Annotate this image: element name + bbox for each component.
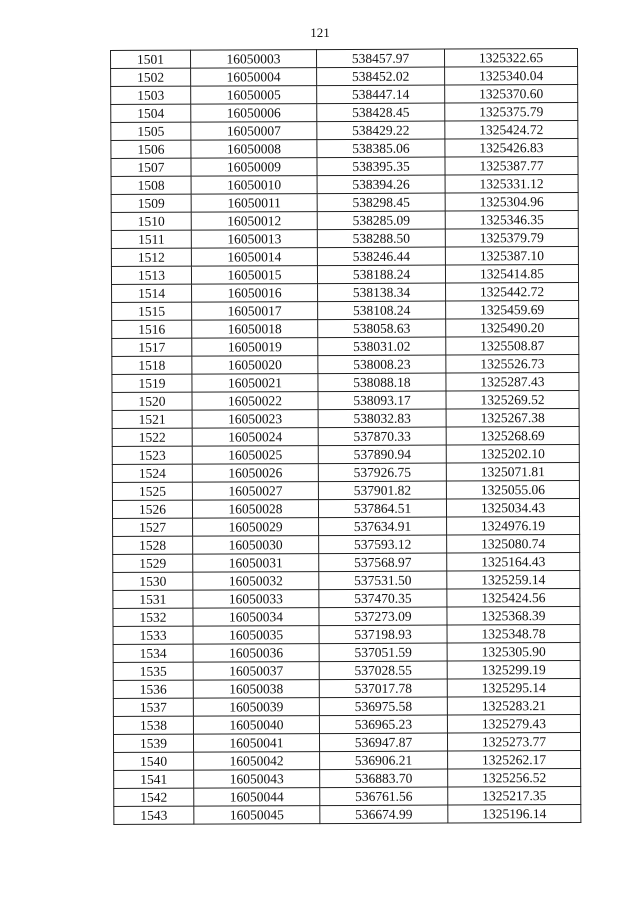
x-coordinate-cell: 537568.97 [319,553,447,572]
code-cell: 16050030 [193,536,319,555]
row-number-cell: 1504 [111,104,191,122]
y-coordinate-cell: 1325202.10 [446,444,579,463]
row-number-cell: 1503 [111,86,191,104]
row-number-cell: 1520 [112,392,192,410]
row-number-cell: 1508 [111,176,191,194]
x-coordinate-cell: 538108.24 [318,301,446,320]
row-number-cell: 1512 [111,248,191,266]
table-row [113,516,580,536]
y-coordinate-cell: 1325508.87 [446,336,579,355]
x-coordinate-cell: 536947.87 [319,733,447,752]
table-row [114,804,581,824]
y-coordinate-cell: 1325259.14 [447,570,580,589]
table-row [114,786,581,806]
row-number-cell: 1509 [111,194,191,212]
code-cell: 16050023 [192,410,318,429]
code-cell: 16050029 [193,518,319,537]
code-cell: 16050020 [192,356,318,375]
code-cell: 16050021 [192,374,318,393]
x-coordinate-cell: 537273.09 [319,607,447,626]
x-coordinate-cell: 538385.06 [317,139,445,158]
code-cell: 16050015 [191,266,317,285]
row-number-cell: 1514 [112,284,192,302]
y-coordinate-cell: 1325273.77 [447,732,580,751]
row-number-cell: 1519 [112,374,192,392]
row-number-cell: 1542 [114,788,194,806]
code-cell: 16050038 [193,680,319,699]
row-number-cell: 1518 [112,356,192,374]
table-row [112,408,579,428]
table-row [111,192,578,212]
code-cell: 16050039 [193,698,319,717]
row-number-cell: 1532 [113,608,193,626]
x-coordinate-cell: 538428.45 [317,103,445,122]
row-number-cell: 1538 [113,716,193,734]
table-row [112,354,579,374]
x-coordinate-cell: 537470.35 [319,589,447,608]
table-row [113,714,580,734]
table-row [113,606,580,626]
y-coordinate-cell: 1325424.56 [447,588,580,607]
code-cell: 16050008 [191,140,317,159]
code-cell: 16050019 [192,338,318,357]
x-coordinate-cell: 538058.63 [318,319,446,338]
x-coordinate-cell: 537051.59 [319,643,447,662]
code-cell: 16050022 [192,392,318,411]
table-row [112,390,579,410]
table-row [114,750,581,770]
y-coordinate-cell: 1325262.17 [448,750,581,769]
code-cell: 16050013 [191,230,317,249]
row-number-cell: 1540 [114,752,194,770]
code-cell: 16050043 [194,770,320,789]
row-number-cell: 1511 [111,230,191,248]
code-cell: 16050006 [191,104,317,123]
table-row [113,570,580,590]
code-cell: 16050031 [193,554,319,573]
y-coordinate-cell: 1325034.43 [446,498,579,517]
code-cell: 16050017 [192,302,318,321]
y-coordinate-cell: 1325340.04 [445,66,578,85]
code-cell: 16050042 [194,752,320,771]
code-cell: 16050026 [192,464,318,483]
table-row [112,336,579,356]
y-coordinate-cell: 1325268.69 [446,426,579,445]
y-coordinate-cell: 1325459.69 [446,300,579,319]
row-number-cell: 1522 [112,428,192,446]
y-coordinate-cell: 1325304.96 [445,192,578,211]
table-row [113,552,580,572]
x-coordinate-cell: 538395.35 [317,157,445,176]
y-coordinate-cell: 1325426.83 [445,138,578,157]
code-cell: 16050025 [192,446,318,465]
y-coordinate-cell: 1325348.78 [447,624,580,643]
code-cell: 16050045 [194,806,320,825]
code-cell: 16050005 [191,86,317,105]
y-coordinate-cell: 1325526.73 [446,354,579,373]
x-coordinate-cell: 538394.26 [317,175,445,194]
table-row [113,588,580,608]
x-coordinate-cell: 538246.44 [317,247,445,266]
x-coordinate-cell: 537634.91 [319,517,447,536]
x-coordinate-cell: 536965.23 [319,715,447,734]
y-coordinate-cell: 1325217.35 [448,786,581,805]
row-number-cell: 1527 [113,518,193,536]
y-coordinate-cell: 1325331.12 [445,174,578,193]
code-cell: 16050009 [191,158,317,177]
table-row [113,678,580,698]
row-number-cell: 1539 [113,734,193,752]
table-row [112,372,579,392]
y-coordinate-cell: 1325322.65 [444,48,577,67]
table-row [111,84,578,104]
code-cell: 16050034 [193,608,319,627]
x-coordinate-cell: 538088.18 [318,373,446,392]
table-row [112,498,579,518]
row-number-cell: 1513 [111,266,191,284]
row-number-cell: 1526 [112,500,192,518]
y-coordinate-cell: 1325164.43 [447,552,580,571]
table-row [111,102,578,122]
x-coordinate-cell: 538457.97 [317,49,445,68]
x-coordinate-cell: 537870.33 [318,427,446,446]
y-coordinate-cell: 1325055.06 [446,480,579,499]
row-number-cell: 1536 [113,680,193,698]
table-row [111,138,578,158]
row-number-cell: 1530 [113,572,193,590]
code-cell: 16050010 [191,176,317,195]
x-coordinate-cell: 538285.09 [317,211,445,230]
code-cell: 16050014 [191,248,317,267]
code-cell: 16050035 [193,626,319,645]
table-row [112,462,579,482]
row-number-cell: 1521 [112,410,192,428]
code-cell: 16050024 [192,428,318,447]
x-coordinate-cell: 538452.02 [317,67,445,86]
x-coordinate-cell: 536674.99 [320,805,448,824]
coordinates-table [110,48,581,825]
table-row [111,246,578,266]
x-coordinate-cell: 537593.12 [319,535,447,554]
y-coordinate-cell: 1325279.43 [447,714,580,733]
code-cell: 16050003 [191,50,317,69]
table-row [111,264,578,284]
x-coordinate-cell: 537028.55 [319,661,447,680]
x-coordinate-cell: 537198.93 [319,625,447,644]
code-cell: 16050007 [191,122,317,141]
table-row [111,48,578,68]
y-coordinate-cell: 1325375.79 [445,102,578,121]
table-row [113,642,580,662]
page-number: 121 [310,25,330,40]
row-number-cell: 1523 [112,446,192,464]
row-number-cell: 1506 [111,140,191,158]
y-coordinate-cell: 1325267.38 [446,408,579,427]
row-number-cell: 1525 [112,482,192,500]
code-cell: 16050028 [192,500,318,519]
y-coordinate-cell: 1325295.14 [447,678,580,697]
table-row [111,228,578,248]
table-row [113,732,580,752]
y-coordinate-cell: 1324976.19 [447,516,580,535]
y-coordinate-cell: 1325299.19 [447,660,580,679]
x-coordinate-cell: 537901.82 [318,481,446,500]
y-coordinate-cell: 1325414.85 [445,264,578,283]
row-number-cell: 1502 [111,68,191,86]
y-coordinate-cell: 1325387.10 [445,246,578,265]
row-number-cell: 1534 [113,644,193,662]
code-cell: 16050032 [193,572,319,591]
x-coordinate-cell: 538447.14 [317,85,445,104]
row-number-cell: 1501 [111,50,191,68]
y-coordinate-cell: 1325490.20 [446,318,579,337]
x-coordinate-cell: 538093.17 [318,391,446,410]
row-number-cell: 1516 [112,320,192,338]
row-number-cell: 1510 [111,212,191,230]
code-cell: 16050041 [193,734,319,753]
y-coordinate-cell: 1325269.52 [446,390,579,409]
y-coordinate-cell: 1325442.72 [446,282,579,301]
x-coordinate-cell: 538032.83 [318,409,446,428]
table-row [111,210,578,230]
y-coordinate-cell: 1325196.14 [448,804,581,823]
row-number-cell: 1524 [112,464,192,482]
row-number-cell: 1515 [112,302,192,320]
x-coordinate-cell: 536906.21 [320,751,448,770]
x-coordinate-cell: 536975.58 [319,697,447,716]
y-coordinate-cell: 1325387.77 [445,156,578,175]
row-number-cell: 1535 [113,662,193,680]
row-number-cell: 1537 [113,698,193,716]
y-coordinate-cell: 1325305.90 [447,642,580,661]
table-row [113,660,580,680]
y-coordinate-cell: 1325283.21 [447,696,580,715]
x-coordinate-cell: 536883.70 [320,769,448,788]
row-number-cell: 1543 [114,806,194,824]
x-coordinate-cell: 538008.23 [318,355,446,374]
code-cell: 16050027 [192,482,318,501]
table-row [111,66,578,86]
table-row [111,120,578,140]
table-row [112,318,579,338]
y-coordinate-cell: 1325346.35 [445,210,578,229]
row-number-cell: 1517 [112,338,192,356]
x-coordinate-cell: 537864.51 [318,499,446,518]
table-row [113,624,580,644]
code-cell: 16050033 [193,590,319,609]
table-row [113,696,580,716]
x-coordinate-cell: 538298.45 [317,193,445,212]
table-row [112,444,579,464]
row-number-cell: 1529 [113,554,193,572]
table-row [112,426,579,446]
x-coordinate-cell: 538429.22 [317,121,445,140]
x-coordinate-cell: 537531.50 [319,571,447,590]
code-cell: 16050036 [193,644,319,663]
y-coordinate-cell: 1325370.60 [445,84,578,103]
y-coordinate-cell: 1325368.39 [447,606,580,625]
row-number-cell: 1541 [114,770,194,788]
table-row [114,768,581,788]
row-number-cell: 1505 [111,122,191,140]
table-row [111,156,578,176]
code-cell: 16050037 [193,662,319,681]
table-row [112,300,579,320]
y-coordinate-cell: 1325080.74 [447,534,580,553]
table-row [112,480,579,500]
x-coordinate-cell: 538288.50 [317,229,445,248]
x-coordinate-cell: 537890.94 [318,445,446,464]
row-number-cell: 1528 [113,536,193,554]
code-cell: 16050040 [193,716,319,735]
table-row [111,174,578,194]
row-number-cell: 1531 [113,590,193,608]
coordinates-table-body [111,48,581,824]
code-cell: 16050016 [192,284,318,303]
code-cell: 16050004 [191,68,317,87]
y-coordinate-cell: 1325287.43 [446,372,579,391]
code-cell: 16050044 [194,788,320,807]
y-coordinate-cell: 1325379.79 [445,228,578,247]
y-coordinate-cell: 1325071.81 [446,462,579,481]
row-number-cell: 1533 [113,626,193,644]
row-number-cell: 1507 [111,158,191,176]
y-coordinate-cell: 1325256.52 [448,768,581,787]
y-coordinate-cell: 1325424.72 [445,120,578,139]
x-coordinate-cell: 537017.78 [319,679,447,698]
table-row [113,534,580,554]
x-coordinate-cell: 536761.56 [320,787,448,806]
x-coordinate-cell: 537926.75 [318,463,446,482]
x-coordinate-cell: 538138.34 [318,283,446,302]
code-cell: 16050018 [192,320,318,339]
code-cell: 16050011 [191,194,317,213]
x-coordinate-cell: 538188.24 [317,265,445,284]
x-coordinate-cell: 538031.02 [318,337,446,356]
table-row [112,282,579,302]
code-cell: 16050012 [191,212,317,231]
